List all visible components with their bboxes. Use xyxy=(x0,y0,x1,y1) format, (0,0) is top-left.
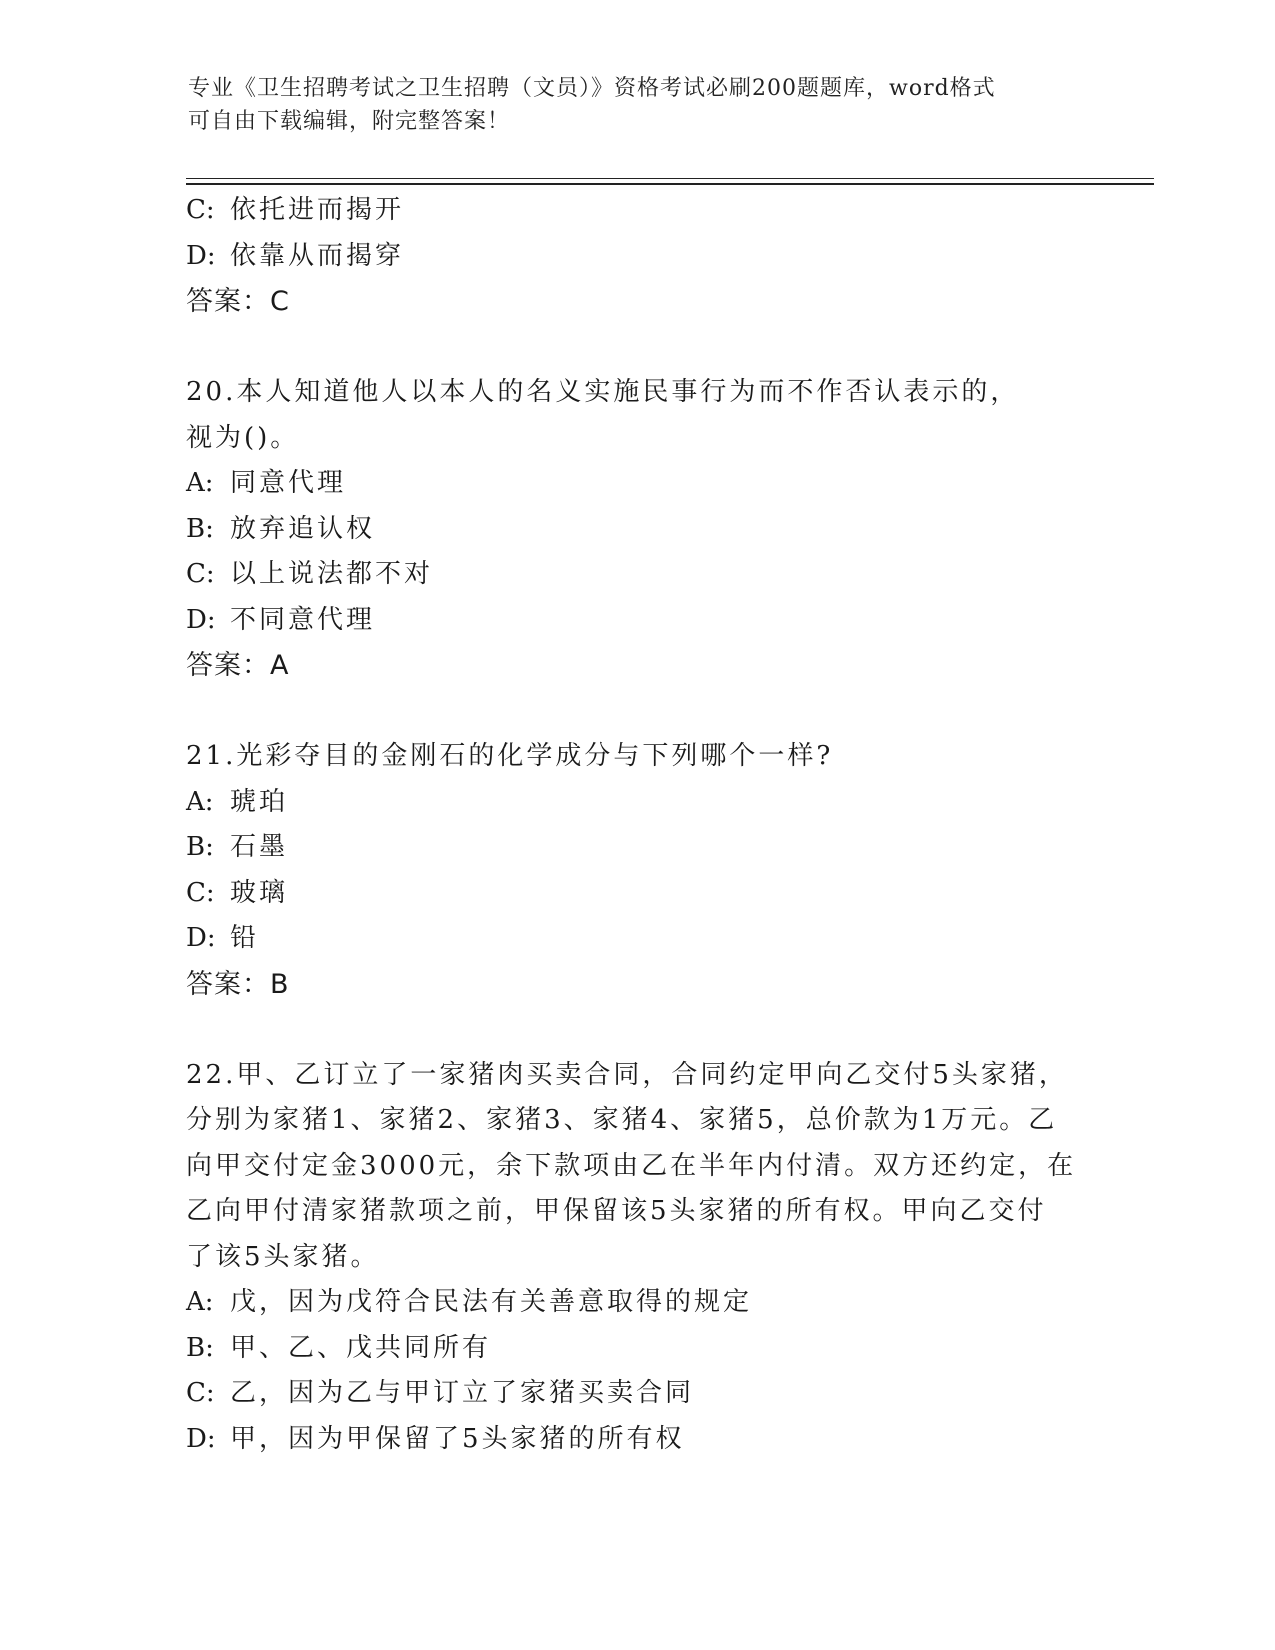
option-text: 放弃追认权 xyxy=(230,513,376,544)
question-list xyxy=(186,188,1076,1462)
option-a xyxy=(186,780,1076,826)
option-text: 玻璃 xyxy=(230,877,289,908)
spacer xyxy=(186,689,1076,735)
answer-line xyxy=(186,962,1076,1008)
header-divider-thick xyxy=(186,183,1154,185)
answer-label: 答案： xyxy=(186,650,270,681)
option-key: C: xyxy=(186,1378,215,1408)
question-stem-line: 22.甲、乙订立了一家猪肉买卖合同，合同约定甲向乙交付5头家猪， xyxy=(186,1059,1068,1090)
option-text: 以上说法都不对 xyxy=(230,559,434,589)
option-text: 乙，因为乙与甲订立了家猪买卖合同 xyxy=(230,1378,695,1408)
spacer xyxy=(186,325,1076,371)
option-d xyxy=(186,234,1076,280)
option-key: A: xyxy=(186,468,214,498)
option-text: 甲、乙、戊共同所有 xyxy=(230,1332,492,1363)
option-key: D: xyxy=(186,604,216,635)
question-20 xyxy=(186,370,1076,689)
header-title-line-2: 可自由下载编辑，附完整答案！ xyxy=(188,109,511,134)
option-d xyxy=(186,1417,1076,1463)
answer-value: B xyxy=(270,968,290,1000)
option-key: A: xyxy=(186,1287,214,1317)
question-19-continued xyxy=(186,188,1076,325)
option-d xyxy=(186,916,1076,962)
question-21 xyxy=(186,734,1076,1007)
option-text: 戊，因为戊符合民法有关善意取得的规定 xyxy=(230,1287,753,1317)
answer-label: 答案： xyxy=(186,968,270,1000)
answer-value: C xyxy=(270,286,290,317)
option-key: C: xyxy=(186,195,215,225)
question-stem-line: 了该5头家猪。 xyxy=(186,1241,380,1272)
answer-line xyxy=(186,643,1076,689)
page-header xyxy=(188,72,1088,138)
question-stem-line: 分别为家猪1、家猪2、家猪3、家猪4、家猪5，总价款为1万元。乙 xyxy=(186,1105,1058,1135)
option-key: D: xyxy=(186,1423,216,1454)
option-d xyxy=(186,598,1076,644)
option-text: 琥珀 xyxy=(230,786,289,817)
option-text: 依托进而揭开 xyxy=(230,195,405,225)
option-c xyxy=(186,1371,1076,1417)
question-stem: 21.光彩夺目的金刚石的化学成分与下列哪个一样? xyxy=(186,741,834,771)
answer-label: 答案： xyxy=(186,286,270,317)
option-text: 甲，因为甲保留了5头家猪的所有权 xyxy=(230,1423,685,1454)
option-key: C: xyxy=(186,877,215,908)
option-key: A: xyxy=(186,786,214,817)
option-text: 铅 xyxy=(230,923,260,953)
option-key: D: xyxy=(186,923,216,953)
option-key: B: xyxy=(186,832,214,862)
spacer xyxy=(186,1007,1076,1053)
option-c xyxy=(186,188,1076,234)
question-22 xyxy=(186,1053,1076,1463)
option-a xyxy=(186,1280,1076,1326)
header-divider xyxy=(186,178,1154,179)
option-text: 石墨 xyxy=(230,832,289,862)
answer-line xyxy=(186,279,1076,325)
option-b xyxy=(186,1326,1076,1372)
answer-value: A xyxy=(270,650,290,681)
question-stem-line: 乙向甲付清家猪款项之前，甲保留该5头家猪的所有权。甲向乙交付 xyxy=(186,1196,1047,1226)
option-b xyxy=(186,825,1076,871)
option-a xyxy=(186,461,1076,507)
question-stem: 20.本人知道他人以本人的名义实施民事行为而不作否认表示的，视为()。 xyxy=(186,377,1020,453)
option-c xyxy=(186,552,1076,598)
option-key: C: xyxy=(186,559,215,589)
question-stem-line: 向甲交付定金3000元，余下款项由乙在半年内付清。双方还约定，在 xyxy=(186,1150,1077,1181)
option-c xyxy=(186,871,1076,917)
header-title-line-1: 专业《卫生招聘考试之卫生招聘（文员）》资格考试必刷200题题库，word格式 xyxy=(188,76,996,101)
option-key: D: xyxy=(186,240,216,271)
option-key: B: xyxy=(186,1332,214,1363)
option-text: 依靠从而揭穿 xyxy=(230,240,405,271)
option-text: 不同意代理 xyxy=(230,604,376,635)
option-text: 同意代理 xyxy=(230,468,347,498)
option-b xyxy=(186,507,1076,553)
option-key: B: xyxy=(186,513,214,544)
